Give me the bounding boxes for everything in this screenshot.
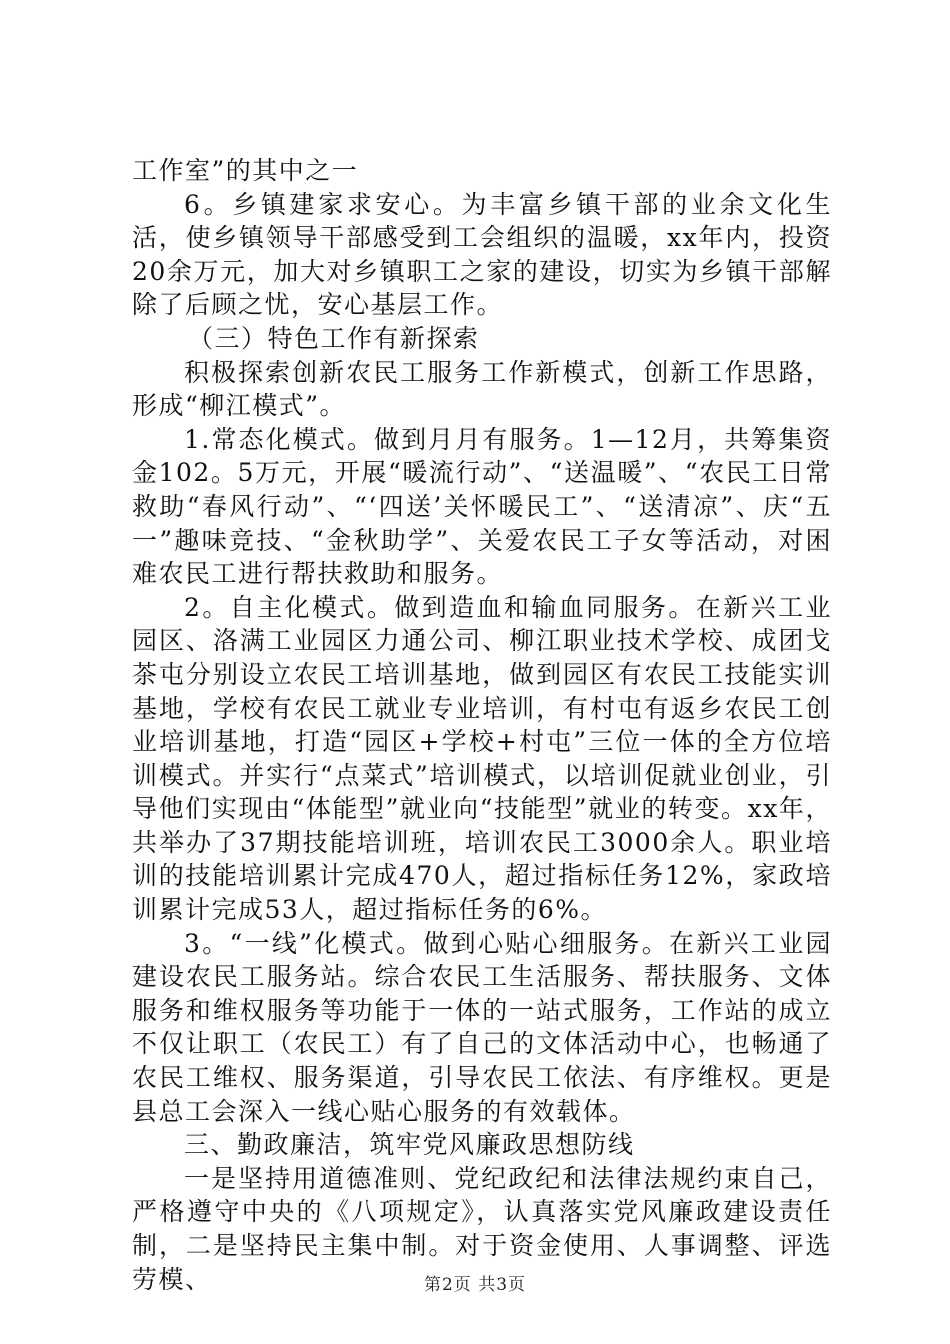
- section-heading: 三、勤政廉洁，筑牢党风廉政思想防线: [184, 1130, 635, 1160]
- paragraph: 1.常态化模式。做到月月有服务。1—12月，共筹集资金102。5万元，开展“暖流行动”、“送温暖”、“农民工日常救助“春风行动”、“‘四送’关怀暖民工”、“送清凉”、庆“五一”趣味竞技、“金秋助学”、关爱农民工子女等活动，对困难农民工进行帮扶救助和服务。: [132, 424, 832, 589]
- paragraph: 3。“一线”化模式。做到心贴心细服务。在新兴工业园建设农民工服务站。综合农民工生活服务、帮扶服务、文体服务和维权服务等功能于一体的一站式服务，工作站的成立不仅让职工（农民工）有了自己的文体活动中心，也畅通了农民工维权、服务渠道，引导农民工依法、有序维权。更是县总工会深入一线心贴心服务的有效载体。: [132, 928, 832, 1126]
- paragraph: 6。乡镇建家求安心。为丰富乡镇干部的业余文化生活，使乡镇领导干部感受到工会组织的温暖，xx年内，投资20余万元，加大对乡镇职工之家的建设，切实为乡镇干部解除了后顾之忧，安心基层工作。: [132, 189, 832, 320]
- paragraph: 2。自主化模式。做到造血和输血同服务。在新兴工业园区、洛满工业园区力通公司、柳江职业技术学校、成团戈茶屯分别设立农民工培训基地，做到园区有农民工技能实训基地，学校有农民工就业专业培训，有村屯有返乡农民工创业培训基地，打造“园区+学校+村屯”三位一体的全方位培训模式。并实行“点菜式”培训模式，以培训促就业创业，引导他们实现由“体能型”就业向“技能型”就业的转变。xx年，共举办了37期技能培训班，培训农民工3000余人。职业培训的技能培训累计完成470人，超过指标任务12%，家政培训累计完成53人，超过指标任务的6%。: [132, 592, 832, 925]
- page-footer: [0, 1270, 950, 1295]
- paragraph: 一是坚持用道德准则、党纪政纪和法律法规约束自己，严格遵守中央的《八项规定》，认真落实党风廉政建设责任制，二是坚持民主集中制。对于资金使用、人事调整、评选劳模、: [132, 1163, 832, 1294]
- page-number: 第2页 共3页: [423, 1275, 527, 1295]
- section-heading: （三）特色工作有新探索: [188, 323, 480, 353]
- paragraph: 工作室”的其中之一: [132, 156, 359, 185]
- document-body: [132, 154, 832, 1296]
- paragraph: 积极探索创新农民工服务工作新模式，创新工作思路，形成“柳江模式”。: [132, 357, 832, 421]
